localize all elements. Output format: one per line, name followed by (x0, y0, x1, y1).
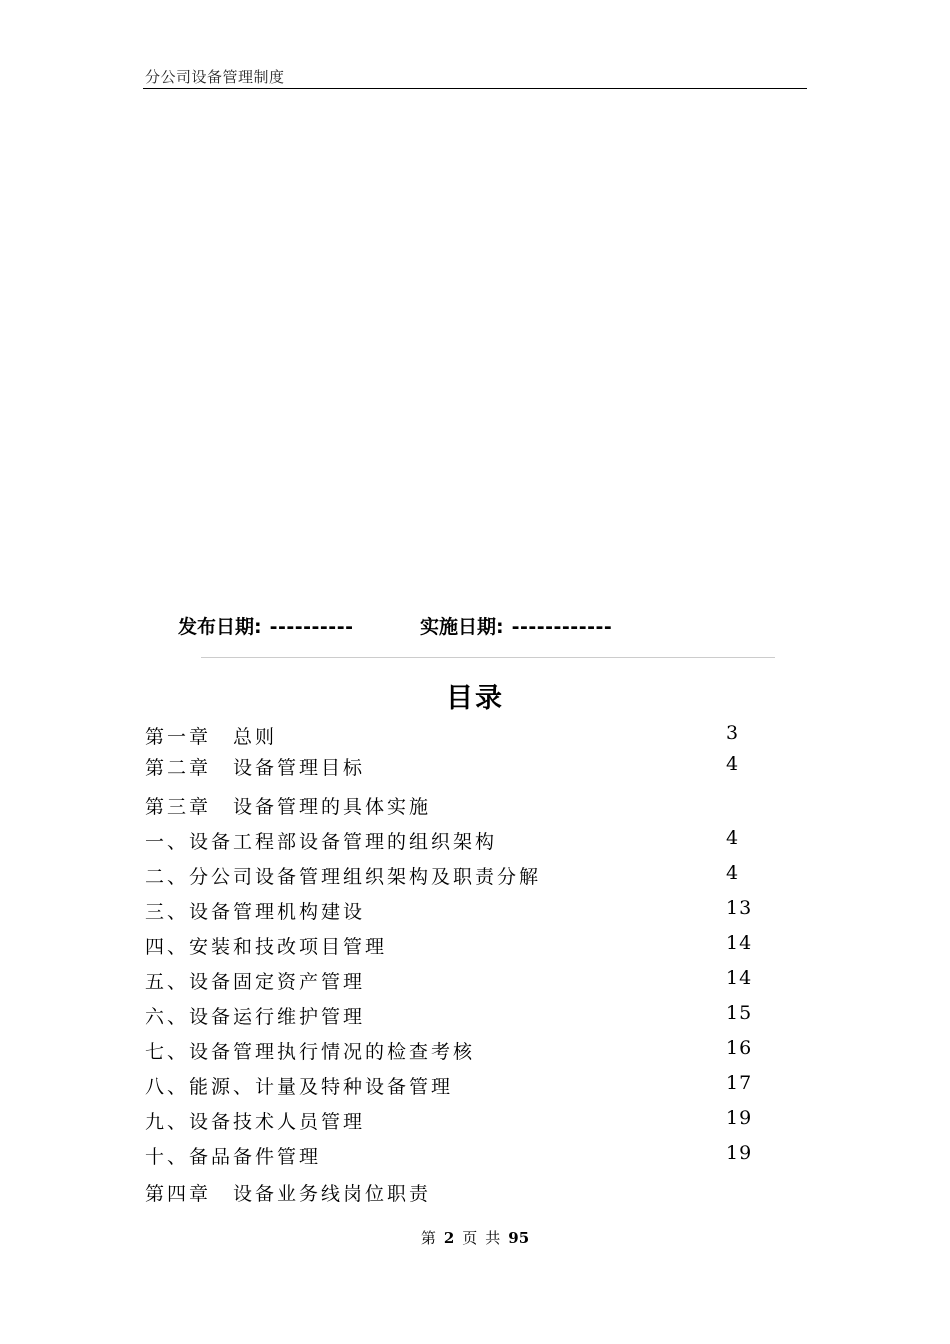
toc-entry-page: 14 (726, 932, 753, 954)
effective-date-label: 实施日期: (420, 616, 504, 638)
toc-entry-label: 第四章 设备业务线岗位职责 (145, 1183, 432, 1205)
toc-entry-page: 19 (726, 1142, 753, 1164)
toc-entry-label: 第二章 设备管理目标 (145, 757, 366, 779)
toc-entry-label: 三、设备管理机构建设 (145, 901, 366, 923)
toc-entry-label: 八、能源、计量及特种设备管理 (145, 1076, 454, 1098)
toc-entry-page: 13 (726, 897, 753, 919)
toc-entry-label: 六、设备运行维护管理 (145, 1006, 366, 1028)
toc-entry[interactable] (145, 967, 765, 997)
effective-date (420, 612, 612, 639)
toc-entry-page: 3 (726, 722, 740, 744)
toc-entry-page: 17 (726, 1072, 753, 1094)
toc-entry[interactable] (145, 1002, 765, 1032)
toc-entry[interactable] (145, 753, 765, 783)
toc-entry[interactable] (145, 1072, 765, 1102)
footer-total-pages: 95 (508, 1229, 530, 1247)
running-header-title: 分公司设备管理制度 (145, 68, 285, 86)
toc-entry[interactable] (145, 1179, 765, 1209)
toc-entry-page: 4 (726, 827, 740, 849)
release-date-value: ---------- (269, 616, 354, 638)
toc-entry[interactable] (145, 792, 765, 822)
page-footer (0, 1227, 950, 1248)
toc-entry-label: 一、设备工程部设备管理的组织架构 (145, 831, 498, 853)
footer-page-word: 页 (462, 1229, 478, 1247)
header-divider (143, 88, 807, 89)
footer-prefix: 第 (420, 1229, 436, 1247)
toc-entry[interactable] (145, 897, 765, 927)
footer-current-page: 2 (443, 1229, 455, 1247)
toc-entry-page: 16 (726, 1037, 753, 1059)
release-date-label: 发布日期: (178, 616, 262, 638)
toc-entry[interactable] (145, 722, 765, 752)
toc-entry-label: 四、安装和技改项目管理 (145, 936, 388, 958)
toc-entry[interactable] (145, 1142, 765, 1172)
toc-entry-label: 五、设备固定资产管理 (145, 971, 366, 993)
toc-entry-page: 4 (726, 862, 740, 884)
toc-entry-label: 第一章 总则 (145, 726, 278, 748)
toc-entry[interactable] (145, 932, 765, 962)
toc-entry[interactable] (145, 1037, 765, 1067)
toc-entry-page: 4 (726, 753, 740, 775)
toc-entry-label: 十、备品备件管理 (145, 1146, 322, 1168)
toc-title: 目录 (446, 683, 504, 714)
toc-entry[interactable] (145, 1107, 765, 1137)
toc-entry-label: 二、分公司设备管理组织架构及职责分解 (145, 866, 542, 888)
toc-entry-page: 19 (726, 1107, 753, 1129)
toc-entry[interactable] (145, 862, 765, 892)
toc-entry-page: 14 (726, 967, 753, 989)
toc-entry-label: 第三章 设备管理的具体实施 (145, 796, 432, 818)
release-date (178, 612, 353, 639)
toc-entry-label: 七、设备管理执行情况的检查考核 (145, 1041, 476, 1063)
toc-entry[interactable] (145, 827, 765, 857)
footer-total-word: 共 (485, 1229, 501, 1247)
toc-entry-page: 15 (726, 1002, 753, 1024)
toc-entry-label: 九、设备技术人员管理 (145, 1111, 366, 1133)
section-divider (201, 657, 775, 658)
effective-date-value: ------------ (511, 616, 613, 638)
